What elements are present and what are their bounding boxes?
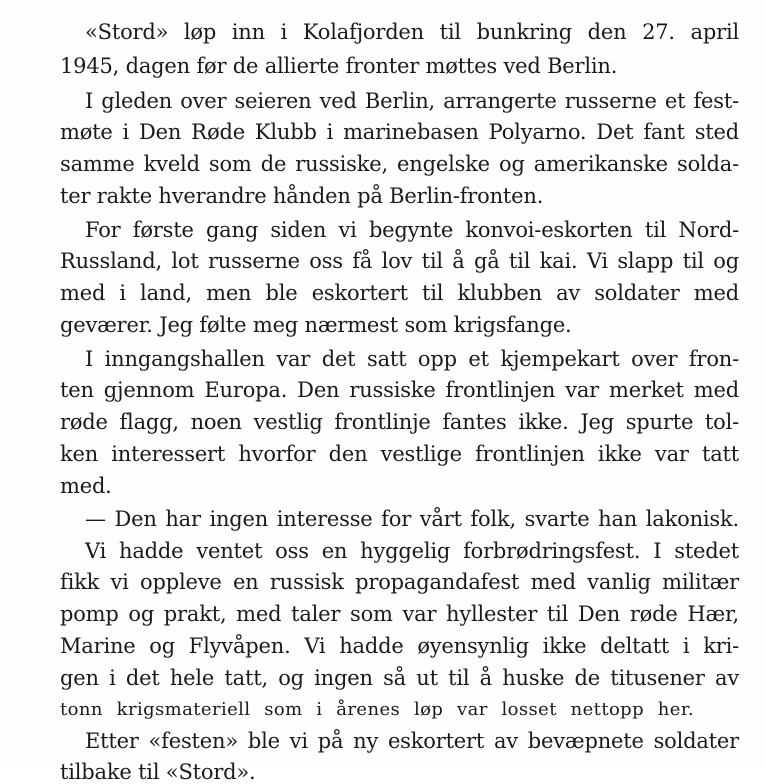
text-line: I inngangshallen var det satt opp et kjempekart over fron- [85, 347, 739, 371]
text-line: I gleden over seieren ved Berlin, arrangerte russerne et fest- [85, 89, 739, 113]
text-line: gen i det hele tatt, og ingen så ut til å huske de titusener av [60, 666, 739, 690]
text-line: Etter «festen» ble vi på ny eskortert av bevæpnete soldater [85, 729, 739, 753]
text-line: «Stord» løp inn i Kolafjorden til bunkring den 27. april [85, 20, 739, 44]
text-line: med. [60, 474, 112, 498]
text-line: — Den har ingen interesse for vårt folk, svarte han lakonisk. [85, 507, 739, 531]
text-line: tonn krigsmateriell som i årenes løp var losset nettopp her. [60, 699, 694, 720]
text-line: ten gjennom Europa. Den russiske frontlinjen var merket med [60, 378, 739, 402]
text-line: med i land, men ble eskortert til klubben av soldater med [60, 281, 739, 305]
text-line: røde flagg, noen vestlig frontlinje fantes ikke. Jeg spurte tol- [60, 410, 739, 434]
text-line: Marine og Flyvåpen. Vi hadde øyensynlig ikke deltatt i kri- [60, 634, 739, 658]
text-line: pomp og prakt, med taler som var hyllester til Den røde Hær, [60, 602, 739, 626]
text-line: 1945, dagen før de allierte fronter møttes ved Berlin. [60, 54, 618, 78]
text-line: ter rakte hverandre hånden på Berlin-fronten. [60, 184, 544, 208]
text-line: geværer. Jeg følte meg nærmest som krigsfange. [60, 313, 572, 337]
text-line: Vi hadde ventet oss en hyggelig forbrødringsfest. I stedet [85, 539, 739, 563]
text-line: tilbake til «Stord». [60, 760, 256, 784]
text-line: fikk vi oppleve en russisk propagandafest med vanlig militær [60, 570, 739, 594]
text-line: Russland, lot russerne oss få lov til å gå til kai. Vi slapp til og [60, 249, 739, 273]
text-line: samme kveld som de russiske, engelske og amerikanske soldа- [60, 152, 739, 176]
text-line: For første gang siden vi begynte konvoi-eskorten til Nord- [85, 218, 739, 242]
text-line: møte i Den Røde Klubb i marinebasen Polyarno. Det fant sted [60, 120, 739, 144]
text-line: ken interessert hvorfor den vestlige frontlinjen ikke var tatt [60, 442, 739, 466]
